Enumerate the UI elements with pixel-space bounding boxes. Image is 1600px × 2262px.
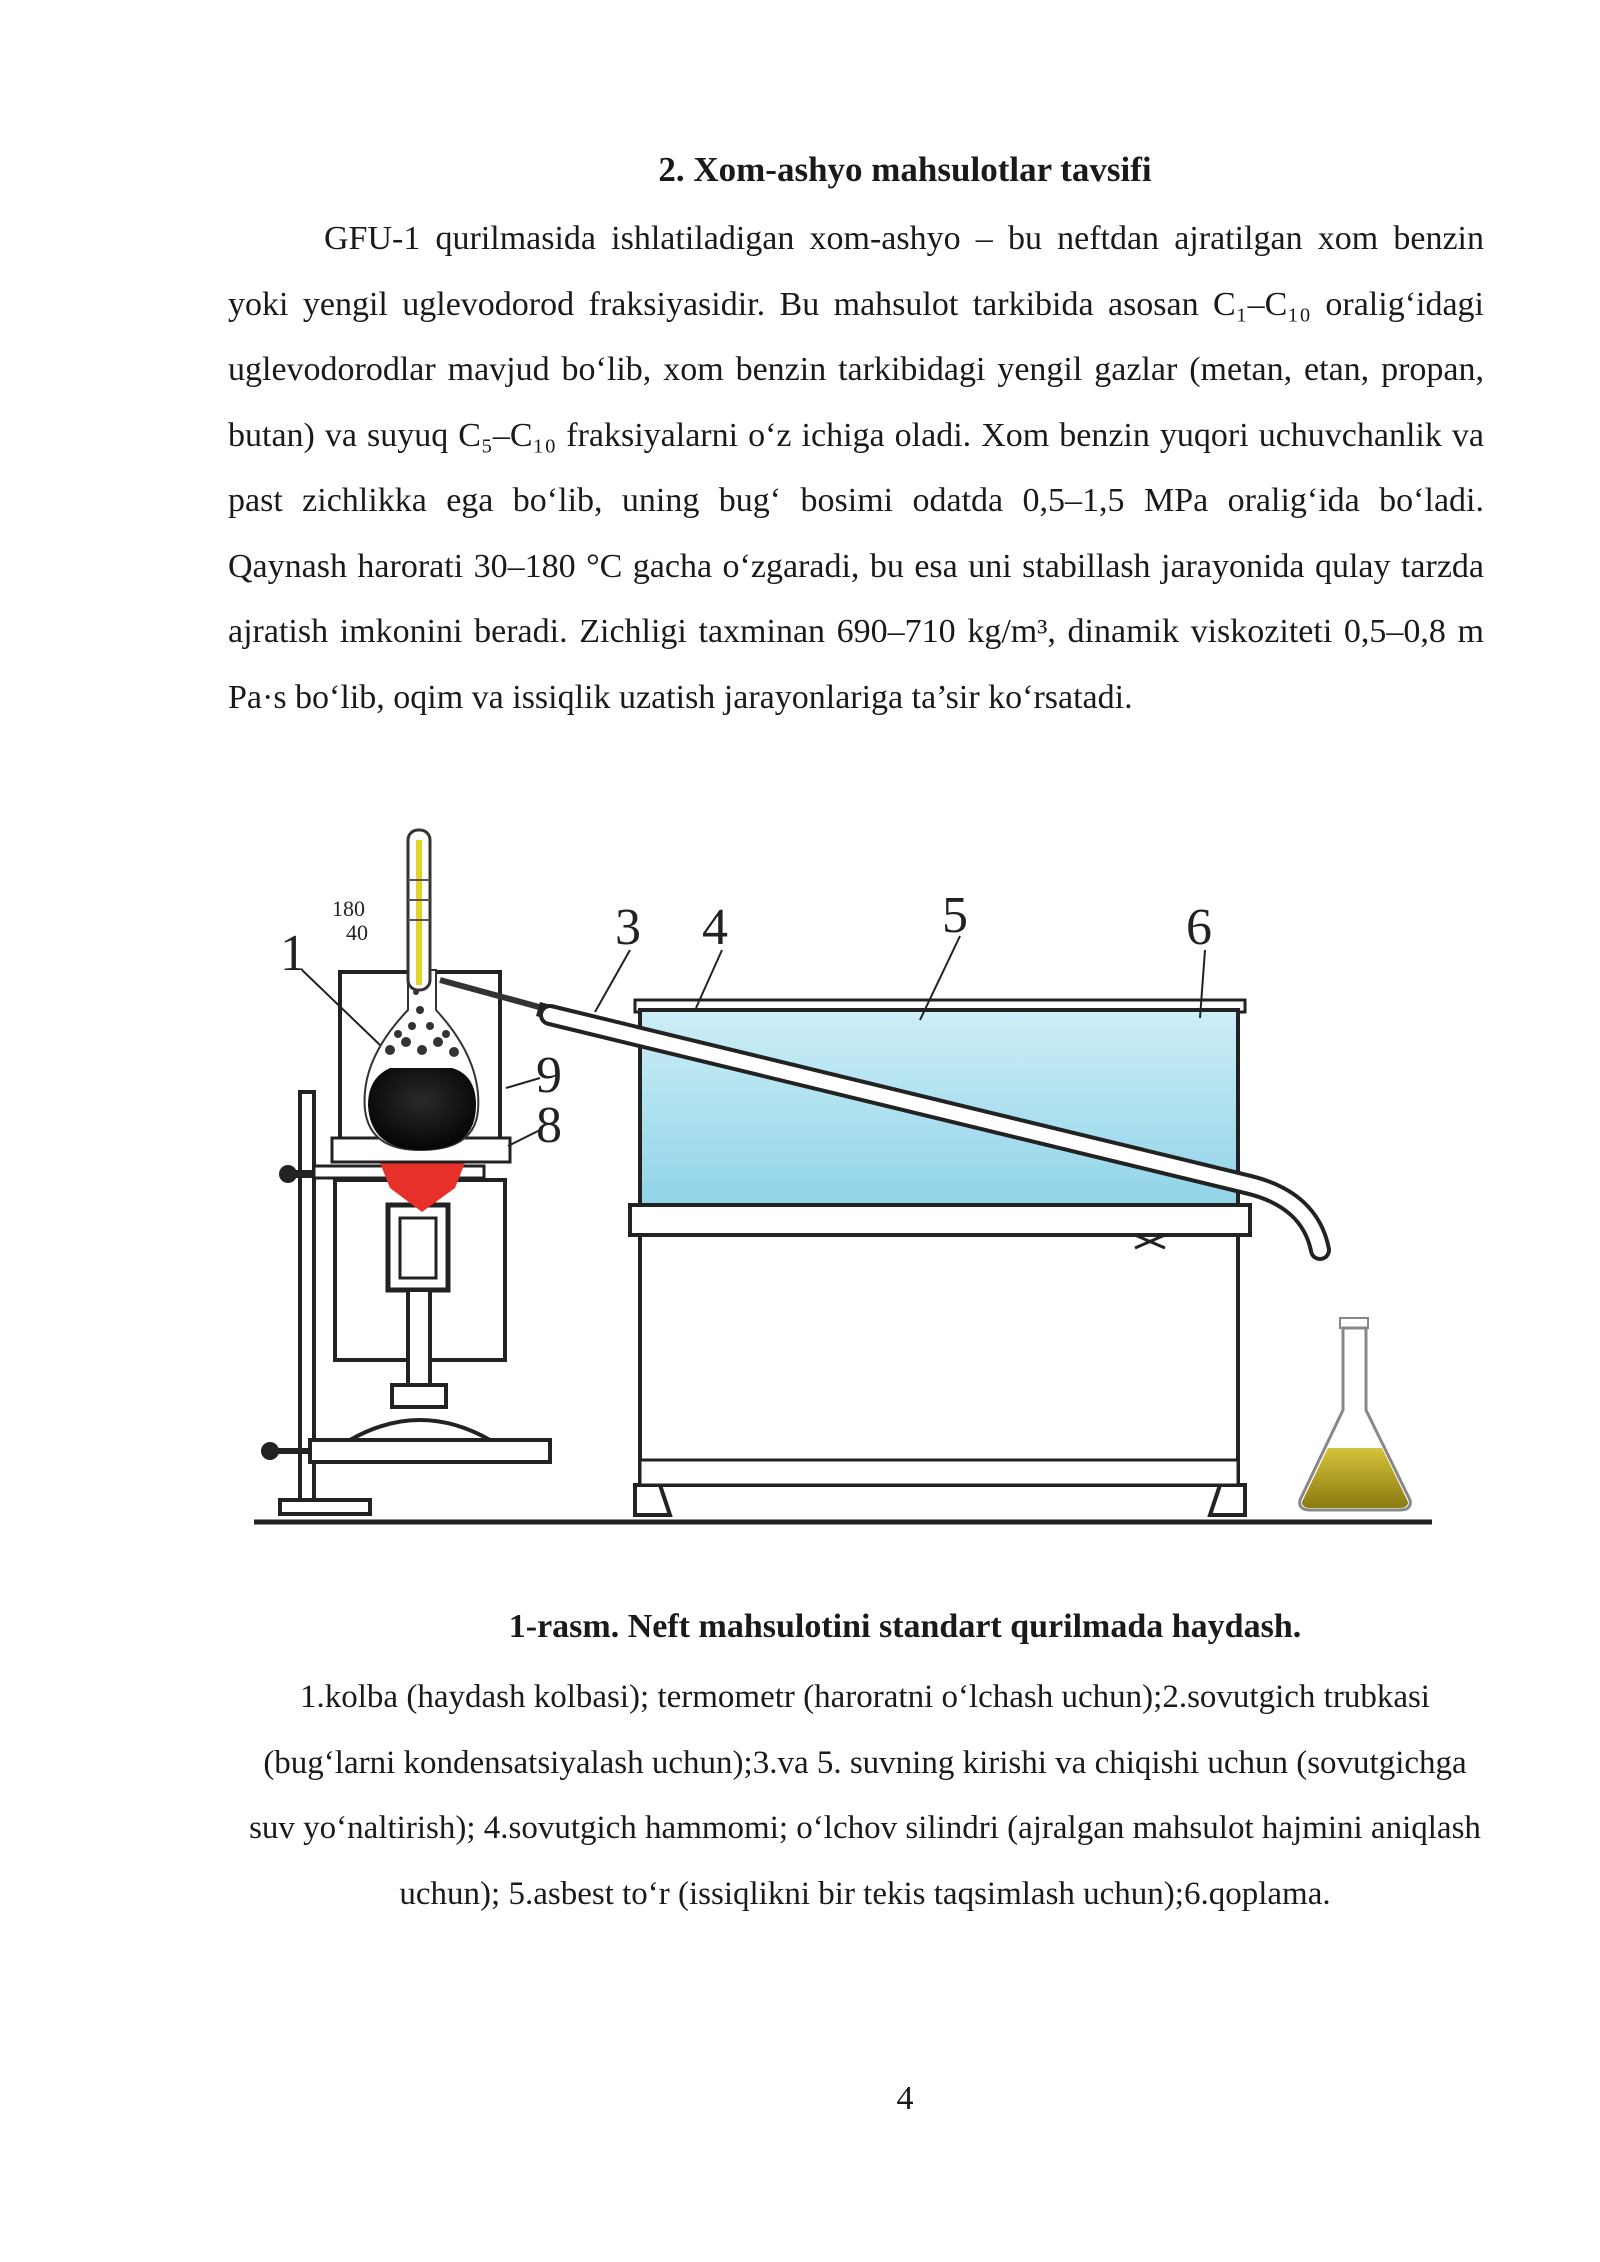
- distillation-flask: [365, 970, 479, 1150]
- figure-caption: 1-rasm. Neft mahsulotini standart qurilmada haydash.: [508, 1608, 1302, 1645]
- receiving-flask: [1300, 1318, 1411, 1510]
- cooling-bath: [630, 1000, 1250, 1515]
- body-paragraph: GFU-1 qurilmasida ishlatiladigan xom-ashyo – bu neftdan ajratilgan xom benzin yoki yengil uglevodorod fraksiyasidir. Bu mahsulot tarkibida asosan C₁–C₁₀ oralig‘idagi uglevodorodlar mavjud bo‘lib, xom benzin tarkibidagi yengil gazlar (metan, etan, propan, butan) va suyuq C₅–C₁₀ fraksiyalarni o‘z ichiga oladi. Xom benzin yuqori uchuvchanlik va past zichlikka ega bo‘lib, uning bug‘ bosimi odatda 0,5–1,5 MPa oralig‘ida bo‘ladi. Qaynash harorati 30–180 °C gacha o‘zgaradi, bu esa uni stabillash jarayonida qulay tarzda ajratish imkonini beradi. Zichligi taxminan 690–710 kg/m³, dinamik viskoziteti 0,5–0,8 m Pa·s bo‘lib, oqim va issiqlik uzatish jarayonlariga ta’sir ko‘rsatadi.: [228, 220, 1484, 716]
- distillation-apparatus-figure: [240, 820, 1450, 1540]
- thermometer: [332, 830, 430, 990]
- callout-8: [508, 1097, 562, 1154]
- callout-label-8: 8: [536, 1097, 562, 1154]
- thermometer-label-180: 180: [332, 896, 365, 921]
- burner: [335, 1180, 505, 1440]
- callout-label-3: 3: [615, 899, 641, 956]
- figure-legend: 1.kolba (haydash kolbasi); termometr (haroratni o‘lchash uchun);2.sovutgich trubkasi (bug‘larni kondensatsiyalash uchun);3.va 5. suvning kirishi va chiqishi uchun (sovutgichga suv yo‘naltirish); 4.sovutgich hammomi; o‘lchov silindri (ajralgan mahsulot hajmini aniqlash uchun); 5.asbest to‘r (issiqlikni bir tekis taqsimlash uchun);6.qoplama.: [249, 1679, 1481, 1912]
- callout-label-4: 4: [702, 899, 728, 956]
- callout-4: [696, 899, 728, 1008]
- page-number: 4: [896, 2080, 914, 2117]
- thermometer-label-40: 40: [346, 920, 368, 945]
- callout-3: [595, 899, 641, 1012]
- callout-9: [506, 1047, 562, 1104]
- section-heading: 2. Xom-ashyo mahsulotlar tavsifi: [658, 150, 1152, 189]
- callout-label-5: 5: [942, 887, 968, 944]
- callout-label-1: 1: [280, 925, 306, 982]
- callout-label-9: 9: [536, 1047, 562, 1104]
- section-body: [228, 206, 1484, 730]
- callout-label-6: 6: [1186, 899, 1212, 956]
